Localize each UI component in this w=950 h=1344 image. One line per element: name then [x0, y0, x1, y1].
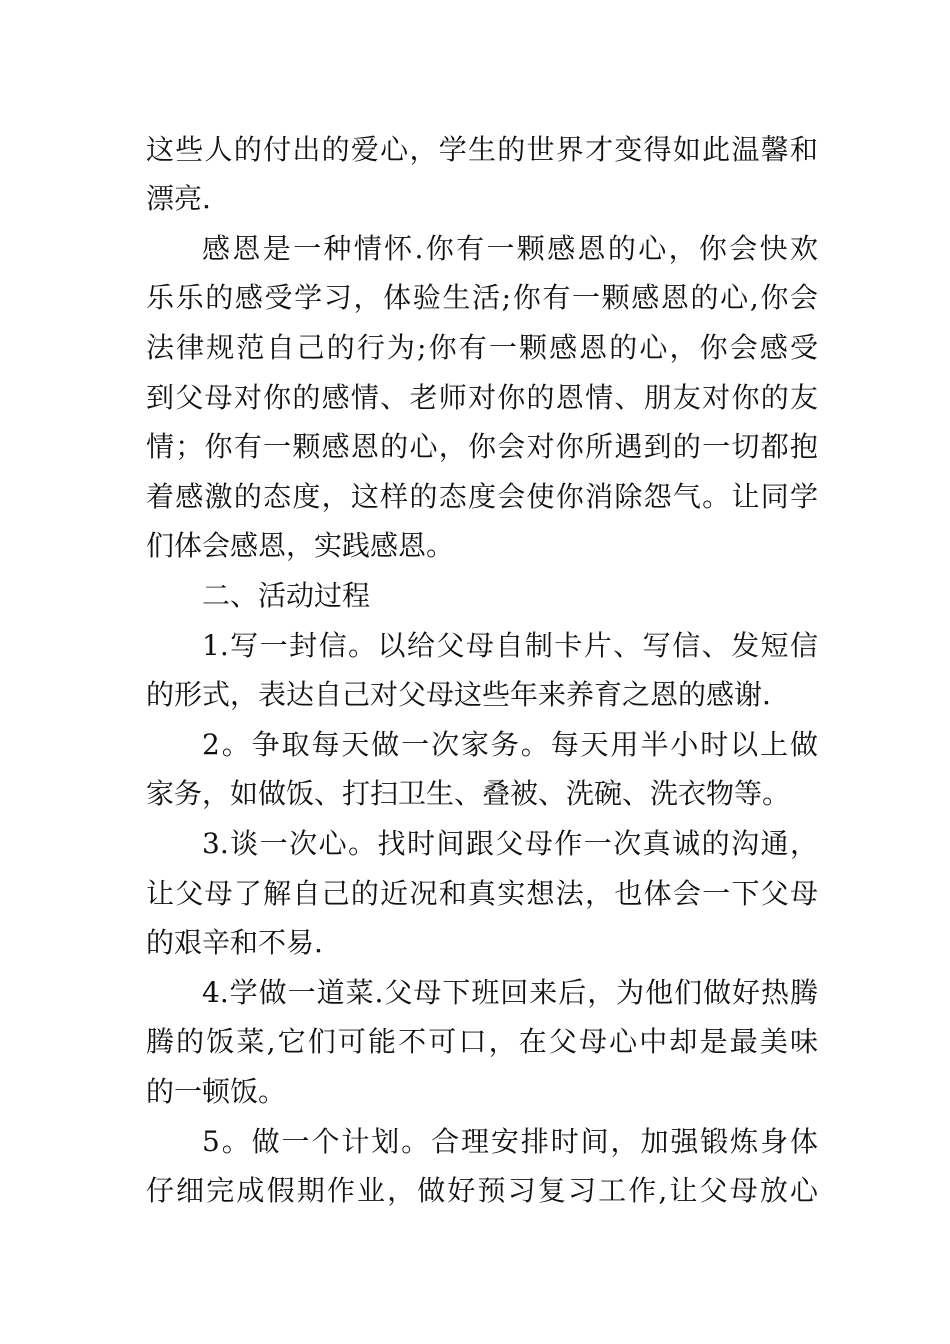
section-heading: 二、活动过程	[202, 579, 371, 612]
text-line: 的艰辛和不易.	[146, 926, 323, 959]
paragraph-first-line: 5。做一个计划。合理安排时间，加强锻炼身体	[202, 1125, 818, 1158]
paragraph-first-line: 4.学做一道菜.父母下班回来后，为他们做好热腾	[202, 976, 818, 1009]
text-line: 乐乐的感受学习，体验生活;你有一颗感恩的心,你会	[146, 281, 818, 314]
paragraph-first-line: 2。争取每天做一次家务。每天用半小时以上做	[202, 728, 818, 761]
text-line: 到父母对你的感情、老师对你的恩情、朋友对你的友	[146, 381, 818, 414]
paragraph-first-line: 1.写一封信。以给父母自制卡片、写信、发短信	[202, 629, 818, 662]
text-line: 法律规范自己的行为;你有一颗感恩的心，你会感受	[146, 331, 818, 364]
text-line: 情；你有一颗感恩的心，你会对你所遇到的一切都抱	[146, 430, 818, 463]
paragraph-first-line: 感恩是一种情怀.你有一颗感恩的心，你会快欢	[202, 232, 818, 265]
text-line: 们体会感恩，实践感恩。	[146, 529, 455, 562]
text-line: 仔细完成假期作业，做好预习复习工作,让父母放心	[146, 1174, 818, 1207]
text-line: 漂亮.	[146, 182, 211, 215]
text-line: 着感激的态度，这样的态度会使你消除怨气。让同学	[146, 480, 818, 513]
text-line: 这些人的付出的爱心，学生的世界才变得如此温馨和	[146, 133, 818, 166]
text-line: 的一顿饭。	[146, 1075, 287, 1108]
text-line: 让父母了解自己的近况和真实想法，也体会一下父母	[146, 877, 818, 910]
text-line: 家务，如做饭、打扫卫生、叠被、洗碗、洗衣物等。	[146, 777, 791, 810]
text-line: 的形式，表达自己对父母这些年来养育之恩的感谢.	[146, 678, 771, 711]
text-line: 腾的饭菜,它们可能不可口，在父母心中却是最美味	[146, 1025, 818, 1058]
paragraph-first-line: 3.谈一次心。找时间跟父母作一次真诚的沟通，	[202, 827, 818, 860]
